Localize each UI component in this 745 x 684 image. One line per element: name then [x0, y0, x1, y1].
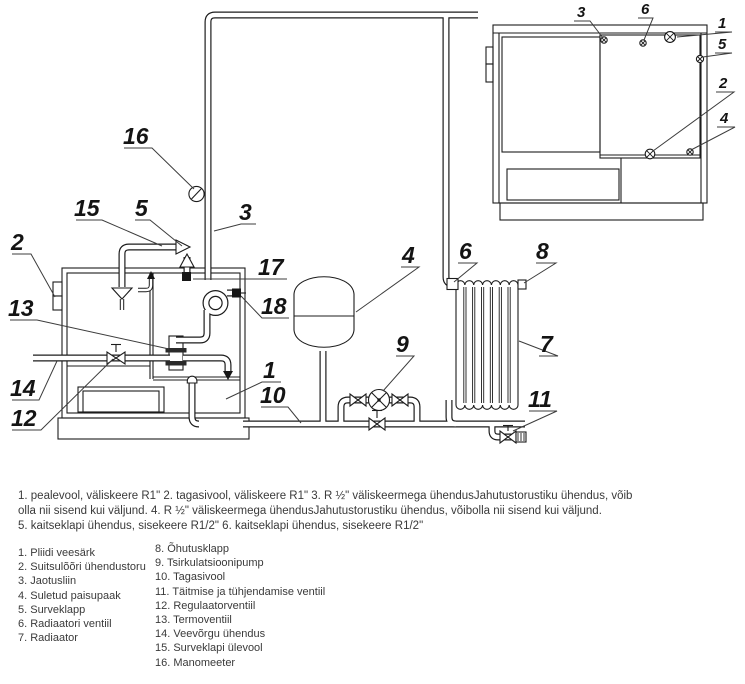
safety-valve	[176, 240, 194, 281]
callout-18: 18	[261, 293, 287, 319]
note-line-1: 1. pealevool, väliskeere R1" 2. tagasivool, väliskeere R1" 3. R ½" väliskeermega ühendusJahutustorustiku ühendus, võib	[18, 490, 633, 502]
air-vent	[518, 280, 526, 289]
callout-3: 3	[239, 199, 252, 225]
internal-pipe-cap	[187, 376, 197, 383]
drain-valve	[500, 426, 526, 444]
legend-item: 14. Veevõrgu ühendus	[155, 628, 266, 641]
back-callout-2: 2	[719, 75, 728, 92]
callout-14: 14	[10, 375, 36, 401]
legend-item: 10. Tagasivool	[155, 571, 226, 584]
legend-item: 2. Suitsulõõri ühendustoru	[18, 561, 146, 574]
legend-item: 7. Radiaator	[18, 632, 78, 645]
callout-2: 2	[11, 229, 24, 255]
radiator	[447, 279, 526, 410]
callout-15: 15	[74, 195, 100, 221]
back-callout-4: 4	[720, 110, 729, 127]
callout-10: 10	[260, 382, 286, 408]
callout-4: 4	[402, 242, 415, 268]
legend-item: 12. Regulaatorventiil	[155, 599, 256, 612]
legend-item: 3. Jaotusliin	[18, 575, 77, 588]
leader-lines	[10, 18, 735, 431]
legend-item: 8. Õhutusklapp	[155, 543, 229, 555]
back-callout-6: 6	[641, 1, 650, 18]
callout-11: 11	[528, 386, 552, 412]
flow-arrows	[147, 271, 233, 380]
manometer	[189, 186, 204, 201]
expansion-tank	[294, 277, 354, 348]
legend-item: 5. Surveklapp	[18, 603, 86, 616]
callout-12: 12	[11, 405, 37, 431]
pipes-outline	[33, 15, 525, 437]
pipes-fill	[33, 15, 525, 437]
coil-connection	[232, 289, 246, 298]
legend-item: 6. Radiaatori ventiil	[18, 618, 112, 631]
legend-item: 1. Pliidi veesärk	[18, 547, 96, 559]
callout-7: 7	[540, 331, 553, 357]
connection-markers	[601, 32, 704, 159]
stove-back-view	[486, 25, 707, 220]
back-callout-3: 3	[577, 4, 586, 21]
legend-item: 13. Termoventiil	[155, 614, 232, 627]
note-line-2: olla nii sisend kui väljund. 4. R ½" väliskeermega ühendusJahutustorustiku ühendus, võibolla nii sisend kui väljund.	[18, 505, 602, 517]
connection-notes	[18, 489, 718, 534]
back-callout-5: 5	[718, 36, 727, 53]
safety-valve-connection	[182, 272, 191, 281]
legend-item: 4. Suletud paisupaak	[18, 589, 121, 602]
circulation-pump	[350, 390, 408, 411]
legend-item: 11. Täitmise ja tühjendamise ventiil	[155, 585, 326, 598]
callout-9: 9	[396, 331, 409, 357]
back-callout-1: 1	[718, 15, 727, 32]
callout-16: 16	[123, 123, 149, 149]
supply-riser-pipe	[208, 15, 478, 280]
legend-right-column	[155, 542, 325, 670]
legend-left-column	[18, 546, 146, 645]
callout-5: 5	[135, 195, 148, 221]
callout-17: 17	[258, 254, 284, 280]
callout-1: 1	[263, 357, 276, 383]
legend-item: 9. Tsirkulatsioonipump	[155, 557, 264, 570]
callout-8: 8	[536, 238, 549, 264]
stove-base	[58, 418, 249, 439]
legend-item: 15. Surveklapi ülevool	[155, 642, 263, 655]
legend-item: 16. Manomeeter	[155, 656, 236, 669]
chimney-connector	[53, 282, 62, 296]
overflow-funnel	[112, 288, 132, 299]
note-line-3: 5. kaitseklapi ühendus, sisekeere R1/2" 6. kaitseklapi ühendus, sisekeere R1/2"	[18, 520, 424, 532]
callout-13: 13	[8, 295, 34, 321]
callout-6: 6	[459, 238, 472, 264]
